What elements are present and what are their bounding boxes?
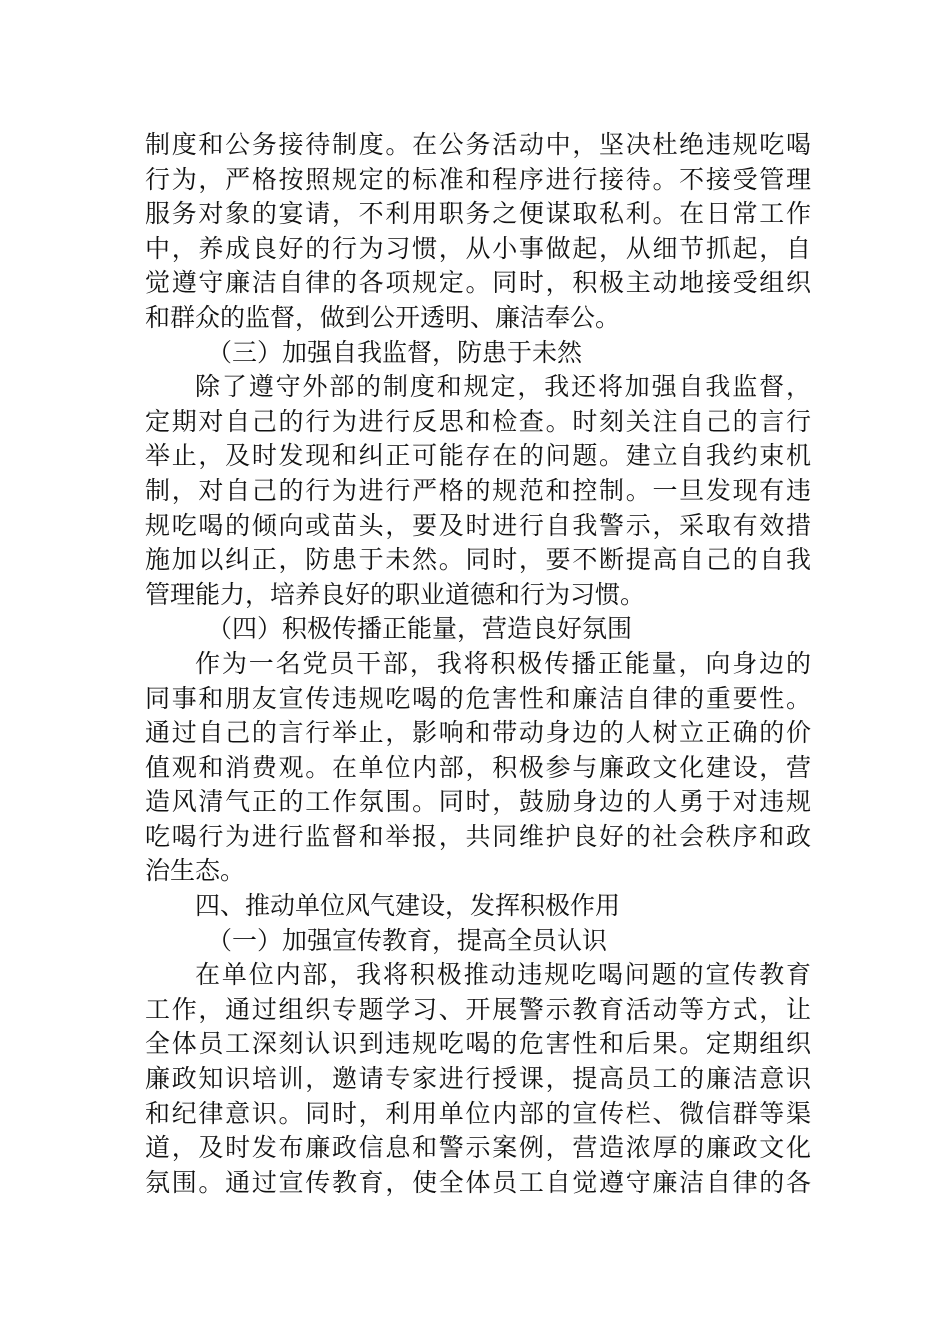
body-text-line: 中，养成良好的行为习惯，从小事做起，从细节抓起，自 [145,233,811,263]
body-text-line: 觉遵守廉洁自律的各项规定。同时，积极主动地接受组织 [145,268,811,298]
body-text-line: 定期对自己的行为进行反思和检查。时刻关注自己的言行 [145,406,811,436]
body-text-line: 和纪律意识。同时，利用单位内部的宣传栏、微信群等渠 [145,1098,811,1128]
body-text-line: 治生态。 [145,856,246,886]
body-text-line: 值观和消费观。在单位内部，积极参与廉政文化建设，营 [145,752,811,782]
body-text-line: 制，对自己的行为进行严格的规范和控制。一旦发现有违 [145,475,811,505]
body-text-line: 氛围。通过宣传教育，使全体员工自觉遵守廉洁自律的各 [145,1167,811,1197]
body-text-line: 作为一名党员干部，我将积极传播正能量，向身边的 [195,648,811,678]
section-heading: （一）加强宣传教育，提高全员认识 [207,925,608,955]
body-text-line: 在单位内部，我将积极推动违规吃喝问题的宣传教育 [195,960,811,990]
body-text-line: 规吃喝的倾向或苗头，要及时进行自我警示，采取有效措 [145,510,811,540]
body-text-line: 通过自己的言行举止，影响和带动身边的人树立正确的价 [145,718,811,748]
body-text-line: 道，及时发布廉政信息和警示案例，营造浓厚的廉政文化 [145,1133,811,1163]
body-text-line: 廉政知识培训，邀请专家进行授课，提高员工的廉洁意识 [145,1064,811,1094]
body-text-line: 吃喝行为进行监督和举报，共同维护良好的社会秩序和政 [145,821,811,851]
body-text-line: 同事和朋友宣传违规吃喝的危害性和廉洁自律的重要性。 [145,683,811,713]
body-text-line: 施加以纠正，防患于未然。同时，要不断提高自己的自我 [145,545,811,575]
chapter-heading: 四、推动单位风气建设，发挥积极作用 [195,891,621,921]
body-text-line: 和群众的监督，做到公开透明、廉洁奉公。 [145,302,621,332]
body-text-line: 除了遵守外部的制度和规定，我还将加强自我监督， [195,372,811,402]
body-text-line: 制度和公务接待制度。在公务活动中，坚决杜绝违规吃喝 [145,130,811,159]
body-text-line: 服务对象的宴请，不利用职务之便谋取私利。在日常工作 [145,199,811,229]
section-heading: （四）积极传播正能量，营造良好氛围 [207,614,633,644]
body-text-line: 行为，严格按照规定的标准和程序进行接待。不接受管理 [145,164,811,194]
document-body [145,128,811,1200]
body-text-line: 工作，通过组织专题学习、开展警示教育活动等方式，让 [145,994,811,1024]
body-text-line: 造风清气正的工作氛围。同时，鼓励身边的人勇于对违规 [145,787,811,817]
body-text-line: 举止，及时发现和纠正可能存在的问题。建立自我约束机 [145,441,811,471]
section-heading: （三）加强自我监督，防患于未然 [207,337,583,367]
body-text-line: 管理能力，培养良好的职业道德和行为习惯。 [145,579,646,609]
body-text-line: 全体员工深刻认识到违规吃喝的危害性和后果。定期组织 [145,1029,811,1059]
